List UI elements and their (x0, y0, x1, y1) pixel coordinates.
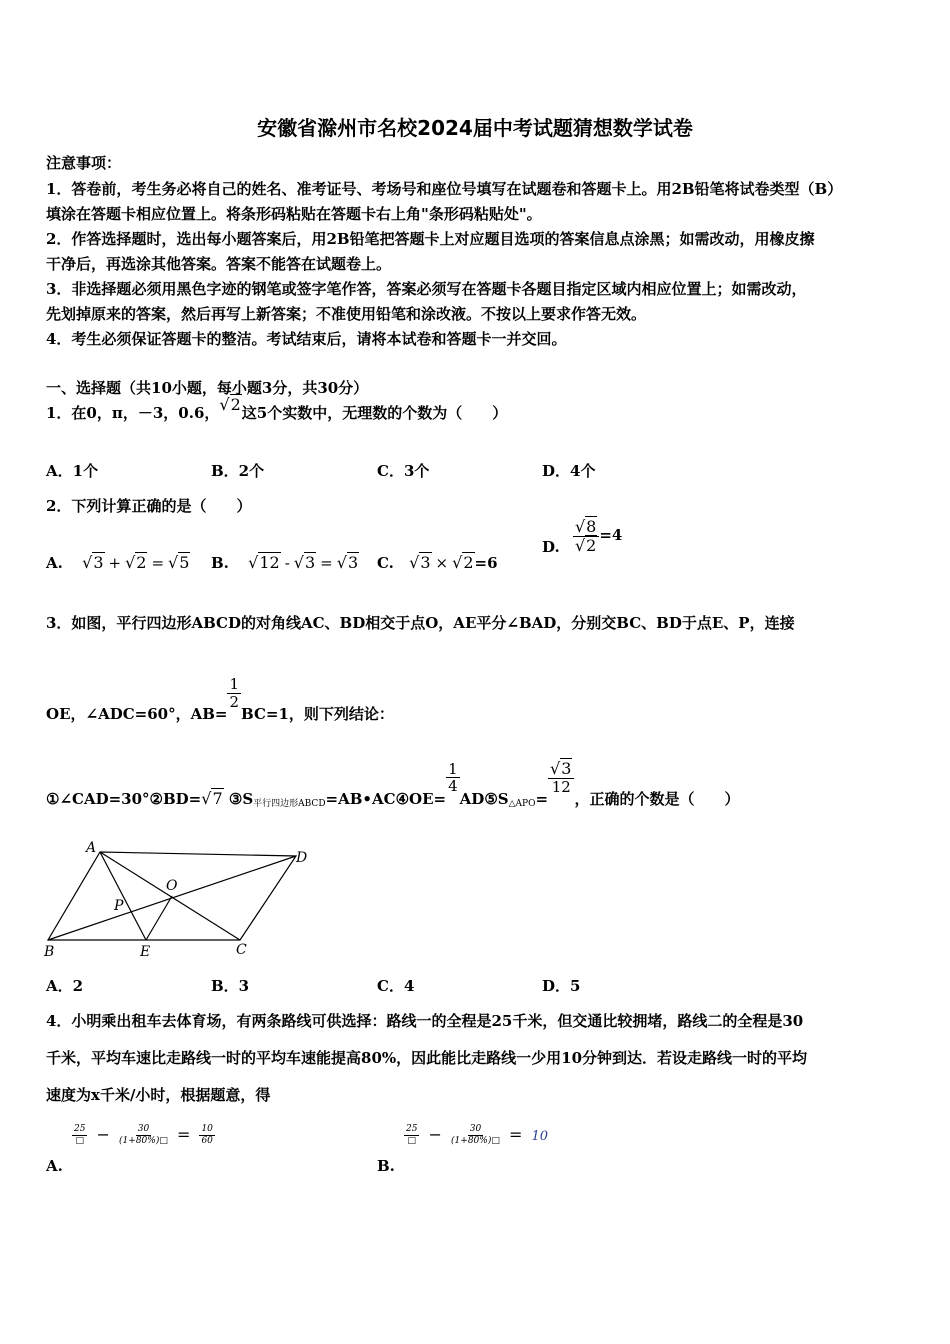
question-4-line-2: 千米，平均车速比走路线一时的平均车速能提高80%，因此能比走路线一少用10分钟到达．若设走路线一时的平均 (46, 1049, 808, 1067)
question-2-stem: 2．下列计算正确的是（ ） (46, 497, 252, 515)
label-a: A (86, 840, 97, 856)
question-3-line-2: OE，∠ADC=60°，AB= $\frac{1}{2}$ BC=1，则下列结论： (46, 675, 394, 723)
question-4-line-1: 4．小明乘出租车去体育场，有两条路线可供选择：路线一的全程是25千米，但交通比较拥堵，路线二的全程是30 (46, 1012, 804, 1030)
q4-option-b[interactable]: B. (377, 1157, 395, 1175)
sqrt-2: √2 (219, 395, 241, 414)
segment-ae (100, 852, 146, 940)
q3-option-d[interactable]: D．5 (542, 977, 581, 995)
notice-line-7: 4．考生必须保证答题卡的整洁。考试结束后，请将本试卷和答题卡一并交回。 (46, 330, 567, 348)
notice-line-5: 3．非选择题必须用黑色字迹的钢笔或签字笔作答，答案必须写在答题卡各题目指定区域内相应位置上；如需改动， (46, 280, 807, 298)
notice-line-4: 干净后，再选涂其他答案。答案不能答在试题卷上。 (46, 255, 392, 273)
notice-heading: 注意事项： (46, 154, 122, 172)
label-b: B (44, 944, 55, 960)
q1-option-d[interactable]: D．4个 (542, 462, 596, 480)
parallelogram-figure (40, 836, 330, 966)
section-heading: 一、选择题（共10小题，每小题3分，共30分） (46, 379, 369, 397)
label-c: C (236, 942, 247, 958)
question-3-conclusions: ①∠CAD=30°②BD=√7 $③S_{平行四边形ABCD}=AB•AC④OE=$ $\frac{1}{4}$ $AD⑤S_{\triangle APO}=$ $\frac{√3}{12}$ ，正确的个数是（ ） (46, 759, 740, 809)
q3-option-b[interactable]: B．3 (211, 977, 250, 995)
q3-option-a[interactable]: A．2 (46, 977, 84, 995)
q4-equation-b: 25 □ − $\frac{30}{(1+80\%)□}$ = 10 (406, 1124, 548, 1146)
q1-option-a[interactable]: A．1个 (46, 462, 99, 480)
label-o: O (166, 878, 178, 894)
diagonal-ac (100, 852, 240, 940)
notice-line-1: 1．答卷前，考生务必将自己的姓名、准考证号、考场号和座位号填写在试题卷和答题卡上。用2B铅笔将试卷类型（B） (46, 180, 843, 198)
page-title: 安徽省滁州市名校2024届中考试题猜想数学试卷 (257, 116, 693, 140)
question-4-line-3: 速度为x千米/小时，根据题意，得 (46, 1086, 271, 1104)
label-d: D (296, 850, 308, 866)
diagonal-bd (48, 856, 296, 940)
question-3-stem: 3．如图，平行四边形ABCD的对角线AC、BD相交于点O，AE平分∠BAD，分别交BC、BD于点E、P，连接 (46, 614, 795, 632)
label-e: E (140, 944, 151, 960)
q1-option-b[interactable]: B．2个 (211, 462, 265, 480)
q2-option-b[interactable]: B. √12 - √3 = √3 (211, 553, 359, 572)
q4-option-a[interactable]: A. (46, 1157, 63, 1175)
q2-option-a[interactable]: A. √3 + √2 = √5 (46, 553, 190, 572)
q1-option-c[interactable]: C．3个 (377, 462, 430, 480)
label-p: P (114, 898, 124, 914)
notice-line-6: 先划掉原来的答案，然后再写上新答案；不准使用铅笔和涂改液。不按以上要求作答无效。 (46, 305, 647, 323)
notice-line-3: 2．作答选择题时，选出每小题答案后，用2B铅笔把答题卡上对应题目选项的答案信息点涂黑；如需改动，用橡皮擦 (46, 230, 815, 248)
q4-equation-a: 25 □ − $\frac{30}{(1+80\%)□}$ = $\frac{10}{60}$ (74, 1124, 213, 1146)
notice-line-2: 填涂在答题卡相应位置上。将条形码粘贴在答题卡右上角"条形码粘贴处"。 (46, 205, 542, 223)
question-1-stem: 1．在0，π，－3，0.6，√2这5个实数中，无理数的个数为（ ） (46, 395, 508, 422)
q3-option-c[interactable]: C．4 (377, 977, 415, 995)
q2-option-c[interactable]: C. √3 × √2=6 (377, 553, 498, 572)
q2-option-d[interactable]: D. $\frac{√8}{√2}$ =4 (542, 517, 623, 557)
